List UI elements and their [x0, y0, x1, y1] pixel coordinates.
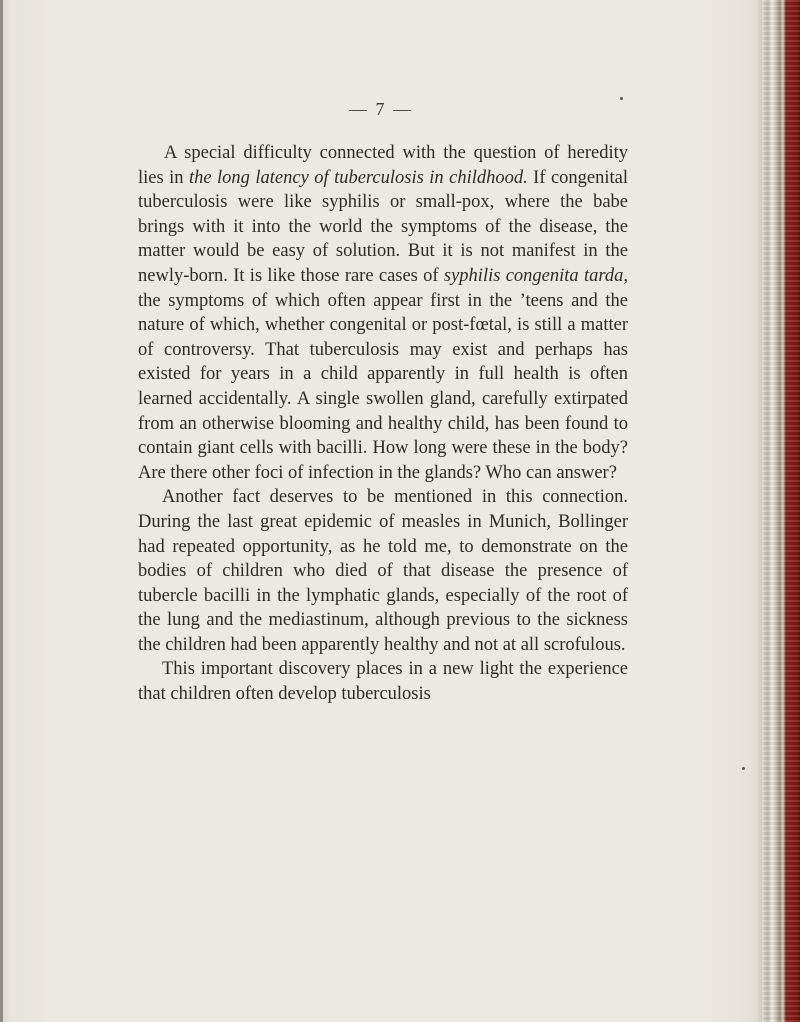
text-segment: This important discovery places in a new light the experience that children often develop tuberculosis [138, 659, 628, 705]
text-segment-italic: the long latency of tuberculosis in childhood. [188, 167, 528, 188]
paragraph-discovery [138, 657, 628, 706]
text-segment: Another fact deserves to be mentioned in this connection. During the last great epidemic of measles in Munich, Bollinger had repeated opportunity, as he told me, to demonstrate on the bodies of children who died of that disease the presence of tubercle bacilli in the lymphatic glands, especially of the root of the lung and the mediastinum, although previous to the sickness the children had been apparently healthy and not at all scrofulous. [138, 487, 628, 655]
page-number: — 7 — [349, 99, 413, 119]
paper-speck [620, 97, 623, 100]
paragraph-measles [138, 485, 628, 657]
book-binding-edge [762, 0, 800, 1022]
body-text [138, 141, 628, 707]
paragraph-heredity [138, 141, 628, 485]
text-segment: A special difficulty connected with the question of heredity lies in [138, 143, 628, 188]
text-segment: the symptoms of which often appear first in the ’teens and the nature of which, whether congenital or post-fœtal, is still a matter of controversy. That tuberculosis may exist and perhaps has existed for years in a child apparently in full health is often learned accidentally. A single swollen gland, carefully extirpated from an otherwise blooming and healthy child, has been found to contain giant cells with bacilli. How long were these in the body? Are there other foci of infection in the glands? Who can answer? [138, 290, 628, 483]
text-segment-italic: syphilis congenita tarda, [443, 265, 628, 286]
paper-speck [742, 767, 745, 770]
text-segment: If congenital tuberculosis were like syphilis or small-pox, where the babe brings with it into the world the symptoms of the disease, the matter would be easy of solution. But it is not manifest in the newly-born. It is like those rare cases of [138, 167, 629, 286]
page-left-edge [0, 0, 3, 1022]
